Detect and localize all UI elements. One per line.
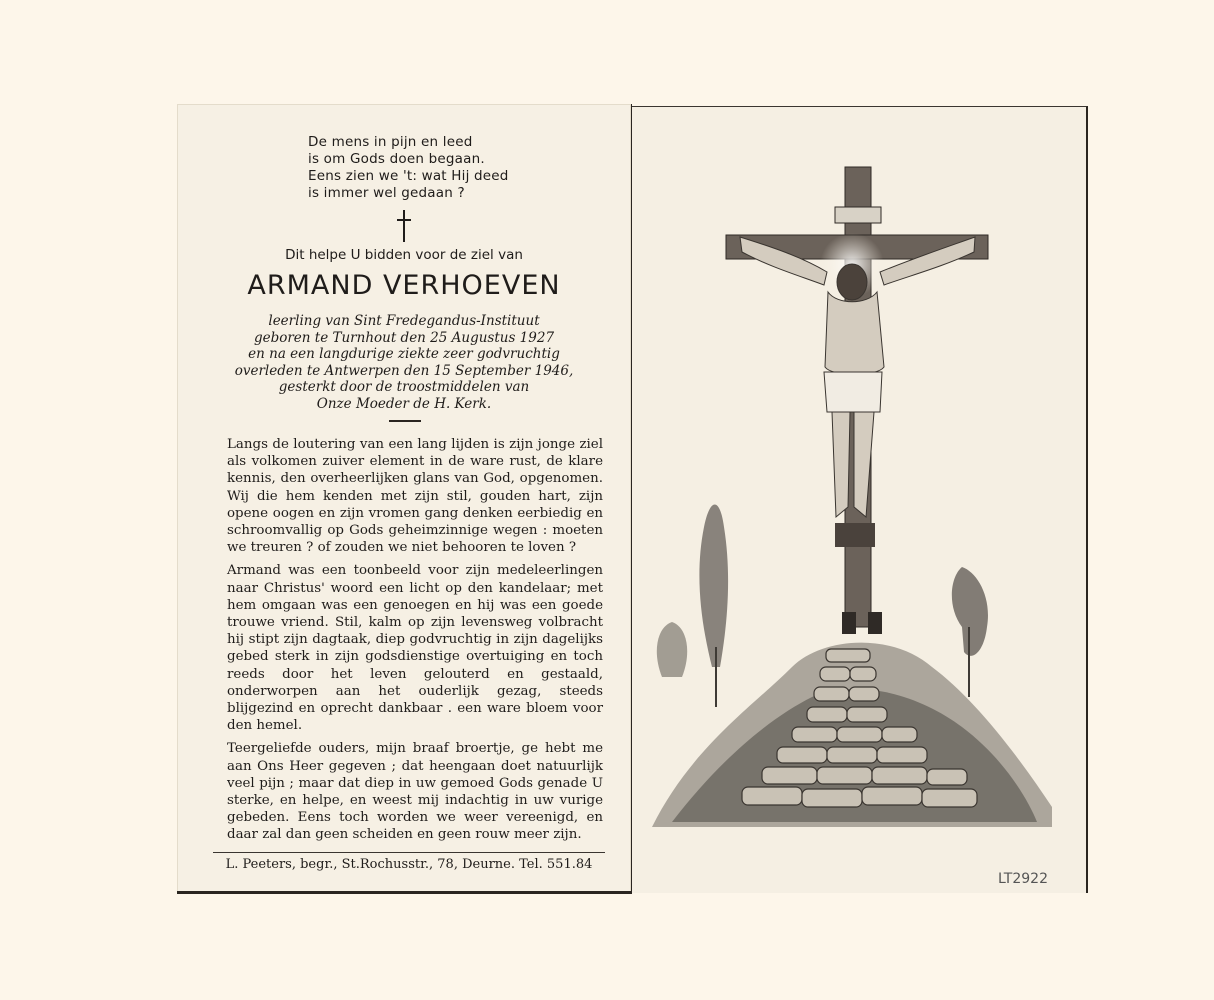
small-cross-icon (395, 210, 413, 242)
detail-line: en na een langdurige ziekte zeer godvruchtig (248, 346, 560, 362)
catalog-number: LT2922 (997, 871, 1048, 887)
deceased-name: ARMAND VERHOEVEN (247, 270, 561, 301)
poem-line: De mens in pijn en leed (308, 134, 473, 150)
footer-rule (213, 852, 605, 853)
detail-line: gesterkt door de troostmiddelen van (278, 379, 530, 395)
intro-line: Dit helpe U bidden voor de ziel van (285, 247, 523, 263)
poem (308, 134, 588, 202)
printer-credit: L. Peeters, begr., St.Rochusstr., 78, Deurne. Tel. 551.84 (225, 857, 593, 872)
poem-line: is om Gods doen begaan. (308, 151, 485, 167)
crucifix-on-stone-mound-icon (632, 107, 1086, 893)
detail-line: leerling van Sint Fredegandus-Instituut (268, 313, 540, 329)
memorial-card-text-side (177, 104, 632, 894)
paragraph: Teergeliefde ouders, mijn braaf broertje, ge hebt me aan Ons Heer gegeven ; dat heengaan doet natuurlijk veel pijn ; maar dat diep in uw gemoed Gods genade U sterke, en helpe, en weest mij indachtig in uw vurige gebeden. Eens toch worden we weer vereenigd, en daar zal dan geen scheiden en geen rouw meer zijn. (227, 741, 603, 843)
separator-rule (389, 420, 421, 422)
life-details (177, 313, 631, 412)
poem-line: Eens zien we 't: wat Hij deed (308, 168, 509, 184)
poem-line: is immer wel gedaan ? (308, 185, 465, 201)
memorial-card-image-side (632, 106, 1088, 893)
memorial-text (227, 436, 603, 850)
paragraph: Langs de loutering van een lang lijden is zijn jonge ziel als volkomen zuiver element in de ware rust, de klare kennis, den overheerlijken glans van God, opgenomen. Wij die hem kenden met zijn stil, gouden hart, zijn opene oogen en zijn vromen gang denken eerbiedig en schroomvallig op Gods geheimzinnige wegen : moeten we treuren ? of zouden we niet behooren te loven ? (227, 437, 603, 556)
detail-line: Onze Moeder de H. Kerk. (316, 395, 492, 412)
detail-line: geboren te Turnhout den 25 Augustus 1927 (253, 329, 555, 346)
paragraph: Armand was een toonbeeld voor zijn medeleerlingen naar Christus' woord een licht op den kandelaar; met hem omgaan was een genoegen en hij was een goede trouwe vriend. Stil, kalm op zijn levensweg volbracht hij stipt zijn dagtaak, diep godvruchtig in zijn dagelijks gebed sterk in zijn godsdienstige overtuiging en toch reeds door het leven gelouterd en gestaald, onderworpen aan het ouderlijk gezag, steeds blijgezind en oprecht dankbaar . een ware bloem voor den hemel. (227, 563, 603, 734)
detail-line: overleden te Antwerpen den 15 September 1946, (234, 362, 574, 379)
